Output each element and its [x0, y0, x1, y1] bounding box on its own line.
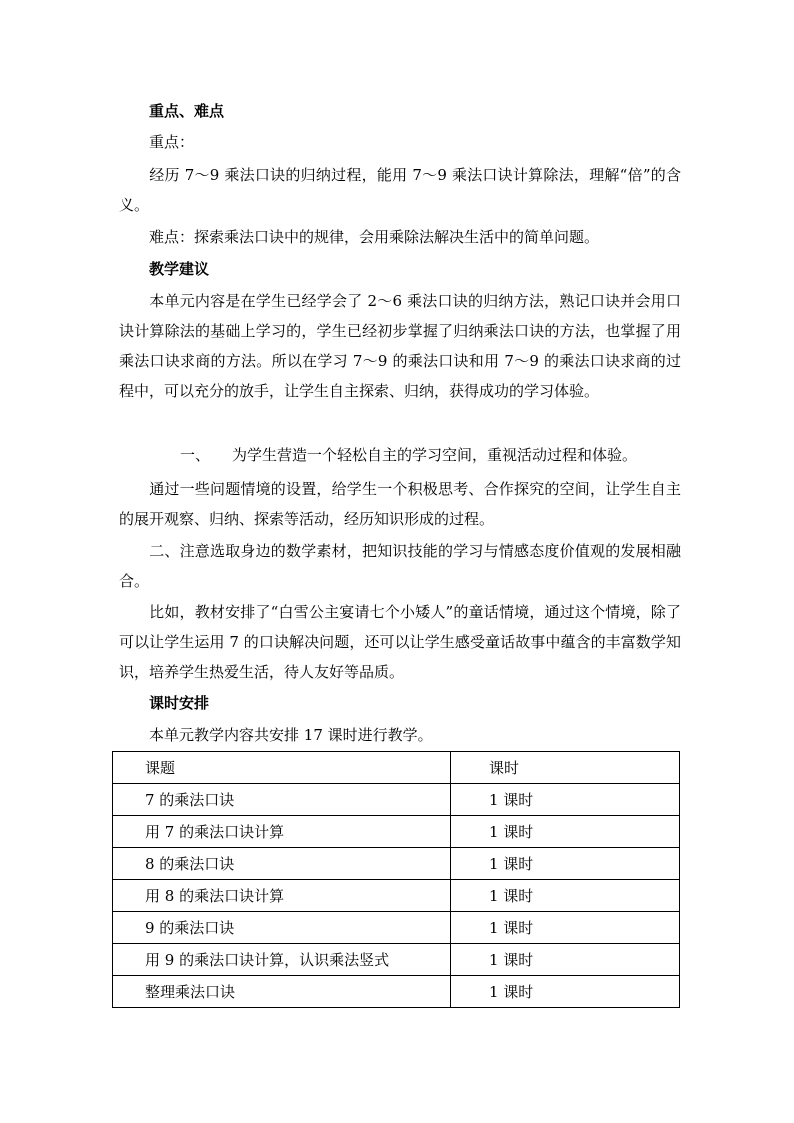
row-topic: 9 的乘法口诀 [113, 912, 451, 944]
intro-paragraph [119, 286, 681, 406]
row-topic: 整理乘法口诀 [113, 976, 451, 1008]
schedule-intro: 本单元教学内容共安排 17 课时进行教学。 [149, 726, 433, 744]
point1-body: 通过一些问题情境的设置，给学生一个积极思考、合作探究的空间，让学生自主的展开观察、归纳、探索等活动，经历知识形成的过程。 [119, 480, 681, 528]
key-paragraph [119, 160, 681, 220]
row-hours: 1 课时 [451, 944, 680, 976]
intro-text: 本单元内容是在学生已经学会了 2～6 乘法口诀的归纳方法，熟记口诀并会用口诀计算除法的基础上学习的，学生已经初步掌握了归纳乘法口诀的方法，也掌握了用乘法口诀求商的方法。所以在学习 7～9 的乘法口诀和用 7～9 的乘法口诀求商的过程中，可以充分的放手，让学生自主探索、归纳，获得成功的学习体验。 [119, 292, 681, 400]
heading-schedule: 课时安排 [149, 694, 210, 712]
row-topic: 用 8 的乘法口诀计算 [113, 880, 451, 912]
point1-title: 为学生营造一个轻松自主的学习空间，重视活动过程和体验。 [232, 446, 638, 464]
row-hours: 1 课时 [451, 784, 680, 816]
row-hours: 1 课时 [451, 880, 680, 912]
table-row [113, 848, 680, 880]
schedule-table [112, 751, 680, 1008]
table-row [113, 880, 680, 912]
table-row [113, 944, 680, 976]
example-text: 比如，教材安排了“白雪公主宴请七个小矮人”的童话情境，通过这个情境，除了可以让学生运用 7 的口诀解决问题，还可以让学生感受童话故事中蕴含的丰富数学知识，培养学生热爱生活，待人友好等品质。 [119, 603, 681, 681]
row-topic: 用 9 的乘法口诀计算，认识乘法竖式 [113, 944, 451, 976]
row-hours: 1 课时 [451, 912, 680, 944]
point1-number: 一、 [180, 446, 211, 464]
table-row [113, 816, 680, 848]
row-topic: 7 的乘法口诀 [113, 784, 451, 816]
point1-paragraph [119, 474, 681, 534]
table-row [113, 912, 680, 944]
key-text: 经历 7～9 乘法口诀的归纳过程，能用 7～9 乘法口诀计算除法，理解“倍”的含义。 [119, 166, 681, 214]
difficulty-paragraph: 难点：探索乘法口诀中的规律，会用乘除法解决生活中的简单问题。 [149, 228, 600, 246]
table-row [113, 976, 680, 1008]
example-paragraph [119, 597, 681, 687]
key-label: 重点： [149, 133, 195, 151]
point2-text: 二、注意选取身边的数学素材，把知识技能的学习与情感态度价值观的发展相融合。 [119, 542, 681, 590]
table-header-row [113, 752, 680, 784]
heading-teaching-suggestions: 教学建议 [149, 260, 210, 278]
row-hours: 1 课时 [451, 848, 680, 880]
heading-key-difficult: 重点、难点 [149, 102, 225, 120]
row-topic: 8 的乘法口诀 [113, 848, 451, 880]
row-hours: 1 课时 [451, 976, 680, 1008]
point2-paragraph [119, 536, 681, 596]
header-lesson-topic: 课题 [113, 752, 451, 784]
row-hours: 1 课时 [451, 816, 680, 848]
row-topic: 用 7 的乘法口诀计算 [113, 816, 451, 848]
table-row [113, 784, 680, 816]
header-hours: 课时 [451, 752, 680, 784]
